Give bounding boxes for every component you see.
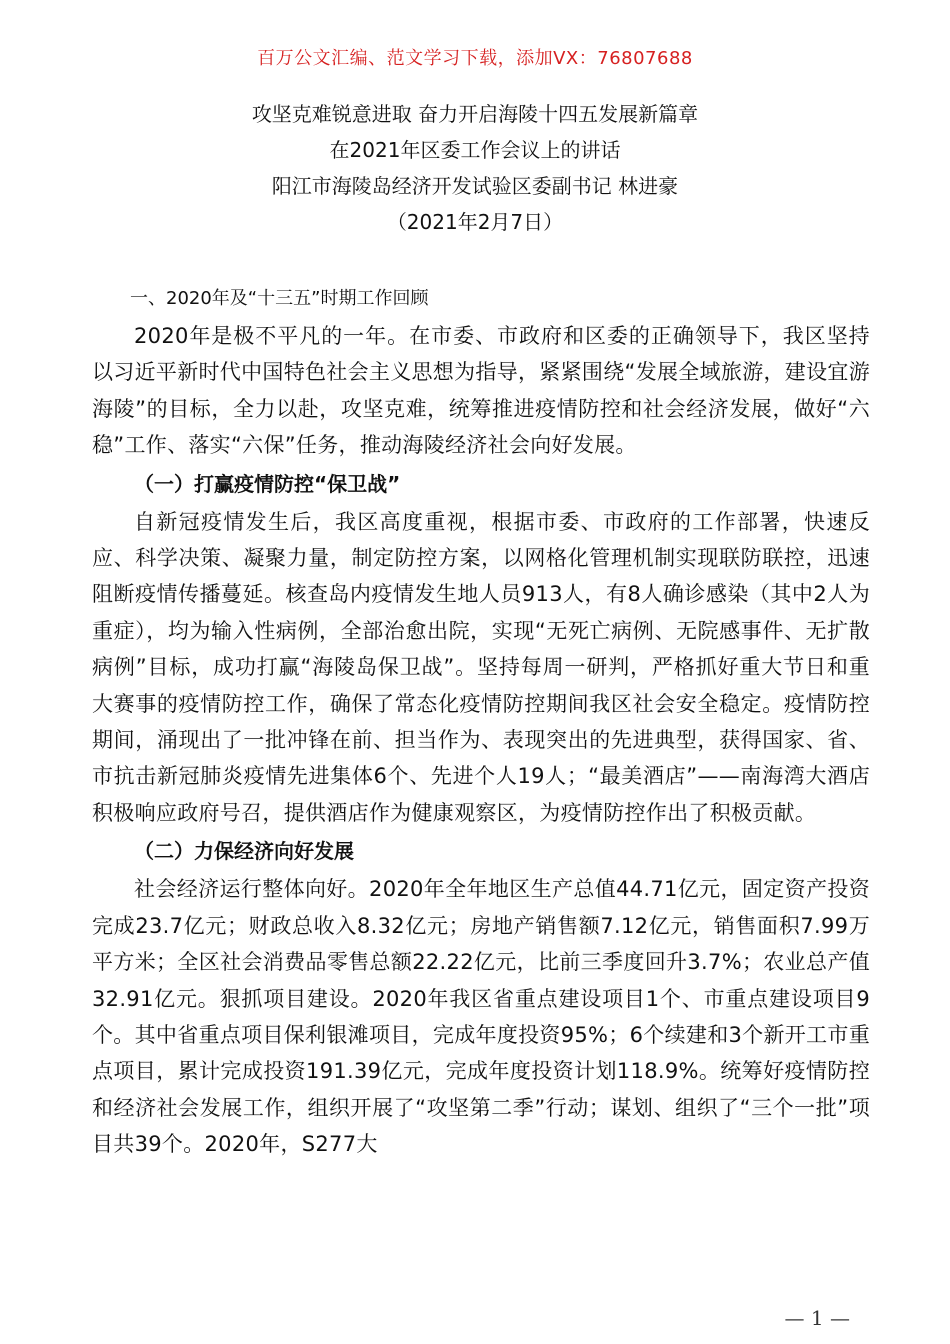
section-heading: 一、2020年及“十三五”时期工作回顾 — [130, 288, 429, 309]
title-block — [0, 96, 950, 240]
intro-paragraph: 2020年是极不平凡的一年。在市委、市政府和区委的正确领导下，我区坚持以习近平新时代中国特色社会主义思想为指导，紧紧围绕“发展全域旅游，建设宜游海陵”的目标，全力以赴，攻坚克难，统筹推进疫情防控和社会经济发展，做好“六稳”工作、落实“六保”任务，推动海陵经济社会向好发展。 — [92, 324, 870, 458]
page-number: — 1 — — [784, 1306, 850, 1330]
document-subtitle: 在2021年区委工作会议上的讲话 — [329, 138, 621, 162]
date-line: （2021年2月7日） — [386, 210, 564, 234]
speaker-line: 阳江市海陵岛经济开发试验区委副书记 林进豪 — [271, 174, 679, 198]
subsection-heading-1: （一）打赢疫情防控“保卫战” — [134, 471, 401, 496]
subsection-paragraph-1: 自新冠疫情发生后，我区高度重视，根据市委、市政府的工作部署，快速反应、科学决策、凝聚力量，制定防控方案，以网格化管理机制实现联防联控，迅速阻断疫情传播蔓延。核查岛内疫情发生地人员913人，有8人确诊感染（其中2人为重症），均为输入性病例，全部治愈出院，实现“无死亡病例、无院感事件、无扩散病例”目标，成功打赢“海陵岛保卫战”。坚持每周一研判，严格抓好重大节日和重大赛事的疫情防控工作，确保了常态化疫情防控期间我区社会安全稳定。疫情防控期间，涌现出了一批冲锋在前、担当作为、表现突出的先进典型，获得国家、省、市抗击新冠肺炎疫情先进集体6个、先进个人19人；“最美酒店”——南海湾大酒店积极响应政府号召，提供酒店作为健康观察区，为疫情防控作出了积极贡献。 — [92, 509, 870, 825]
watermark-banner: 百万公文汇编、范文学习下载，添加VX：76807688 — [257, 48, 693, 69]
subsection-paragraph-2: 社会经济运行整体向好。2020年全年地区生产总值44.71亿元，固定资产投资完成23.7亿元；财政总收入8.32亿元；房地产销售额7.12亿元，销售面积7.99万平方米；全区社会消费品零售总额22.22亿元，比前三季度回升3.7%；农业总产值32.91亿元。狠抓项目建设。2020年我区省重点建设项目1个、市重点建设项目9个。其中省重点项目保利银滩项目，完成年度投资95%；6个续建和3个新开工市重点项目，累计完成投资191.39亿元，完成年度投资计划118.9%。统筹好疫情防控和经济社会发展工作，组织开展了“攻坚第二季”行动；谋划、组织了“三个一批”项目共39个。2020年，S277大 — [92, 877, 870, 1157]
subsection-heading-2: （二）力保经济向好发展 — [134, 839, 354, 864]
document-title: 攻坚克难锐意进取 奋力开启海陵十四五发展新篇章 — [251, 102, 699, 126]
document-body — [92, 284, 870, 1163]
